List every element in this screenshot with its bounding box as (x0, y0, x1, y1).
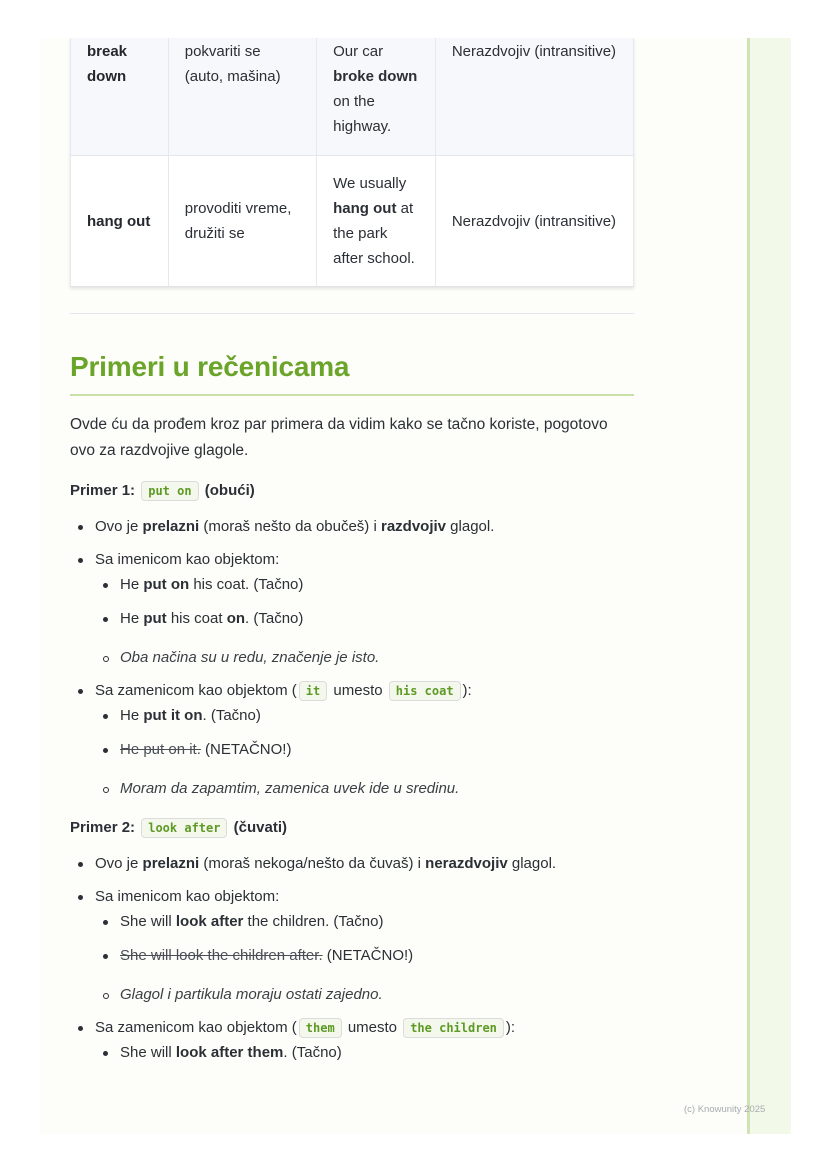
document-content (70, 38, 634, 1074)
example-cell: Our car broke down on the highway. (317, 38, 436, 156)
note-item: Moram da zapamtim, zamenica uvek ide u sredinu. (95, 777, 634, 801)
list-item: Ovo je prelazni (moraš nešto da obučeš) i razdvojiv glagol. (70, 515, 634, 539)
verb-cell: break down (71, 38, 169, 156)
list-item: She will look after them. (Tačno) (95, 1041, 634, 1065)
verb-cell: hang out (71, 156, 169, 287)
side-rail (750, 38, 791, 1134)
meaning-cell: provoditi vreme, družiti se (168, 156, 316, 287)
list-item: He put on his coat. (Tačno) (95, 573, 634, 597)
list-item: He put on it. (NETAČNO!) (95, 738, 634, 762)
phrasal-verbs-table (70, 38, 634, 287)
table-row (71, 156, 634, 287)
note-item: Oba načina su u redu, značenje je isto. (95, 646, 634, 670)
list-item: Ovo je prelazni (moraš nekoga/nešto da čuvaš) i nerazdvojiv glagol. (70, 852, 634, 876)
list-item: Sa zamenicom kao objektom ( it umesto his coat ): He put it on. (Tačno) He put on it. (NETAČNO!) Moram da zapamtim, zamenica uvek ide u sredinu. (70, 679, 634, 801)
intro-paragraph: Ovde ću da prođem kroz par primera da vidim kako se tačno koriste, pogotovo ovo za razdvojive glagole. (70, 416, 608, 459)
example-heading: Primer 2: look after (čuvati) (70, 819, 287, 836)
meaning-cell: pokvariti se (auto, mašina) (168, 38, 316, 156)
code-chip: look after (141, 818, 227, 838)
sub-list (95, 1041, 634, 1065)
sub-list (95, 910, 634, 1007)
sub-list (95, 704, 634, 801)
code-chip: his coat (389, 681, 461, 701)
code-chip: put on (141, 481, 198, 501)
code-chip: them (299, 1018, 342, 1038)
list-item: He put his coat on. (Tačno) (95, 607, 634, 631)
example-cell: We usually hang out at the park after school. (317, 156, 436, 287)
copyright-footer: (c) Knowunity 2025 (684, 1104, 766, 1115)
list-item: Sa imenicom kao objektom: He put on his coat. (Tačno) He put his coat on. (Tačno) Oba načina su u redu, značenje je isto. (70, 548, 634, 670)
type-cell: Nerazdvojiv (intransitive) (435, 38, 633, 156)
code-chip: it (299, 681, 327, 701)
table-row (71, 38, 634, 156)
bullet-list (70, 515, 634, 801)
type-cell: Nerazdvojiv (intransitive) (435, 156, 633, 287)
note-item: Glagol i partikula moraju ostati zajedno. (95, 983, 634, 1007)
list-item: Sa zamenicom kao objektom ( them umesto the children ): She will look after them. (Tačno) (70, 1016, 634, 1065)
bullet-list (70, 852, 634, 1065)
example-heading: Primer 1: put on (obući) (70, 482, 255, 499)
section-divider (70, 313, 634, 314)
list-item: Sa imenicom kao objektom: She will look after the children. (Tačno) She will look the children after. (NETAČNO!) Glagol i partikula moraju ostati zajedno. (70, 885, 634, 1007)
sub-list (95, 573, 634, 670)
list-item: He put it on. (Tačno) (95, 704, 634, 728)
section-heading: Primeri u rečenicama (70, 350, 634, 396)
code-chip: the children (403, 1018, 504, 1038)
list-item: She will look after the children. (Tačno) (95, 910, 634, 934)
list-item: She will look the children after. (NETAČNO!) (95, 944, 634, 968)
